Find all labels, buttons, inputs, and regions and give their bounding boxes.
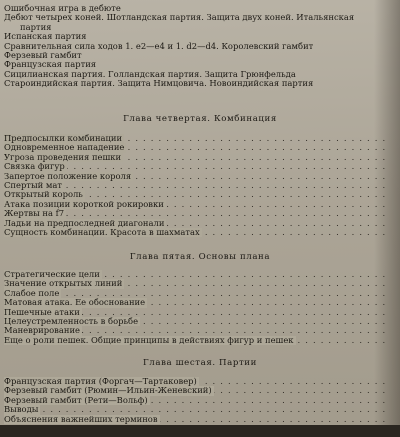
page-bottom-edge xyxy=(0,425,400,437)
toc-entry: Спертый мат . . . xyxy=(4,181,386,190)
toc-entry: Атака позиции короткой рокировки . . . xyxy=(4,200,386,209)
chapter-4-heading: Глава четвертая. Комбинация xyxy=(123,114,277,124)
toc-entry: Ошибочная игра в дебюте xyxy=(4,4,121,13)
toc-entry: партия xyxy=(20,22,52,32)
toc-entry: Ладьи на предпоследней диагонали . . . xyxy=(4,219,386,228)
toc-entry: Слабое поле . . . xyxy=(4,289,386,298)
toc-entry: Угроза проведения пешки . . . xyxy=(4,153,386,162)
toc-entry: Открытый король . . . xyxy=(4,190,386,199)
toc-entry: Пешечные атаки . . . xyxy=(4,308,386,317)
toc-entry: Ферзевый гамбит (Рюмин—Ильин-Женевский) . . . xyxy=(4,386,386,395)
toc-entry: Предпосылки комбинации . . . xyxy=(4,134,386,143)
toc-entry: Французская партия xyxy=(4,60,97,70)
toc-entry: Значение открытых линий . . . xyxy=(4,279,386,288)
chapter-5-list xyxy=(4,270,386,345)
toc-entry: Стратегические цели . . . xyxy=(4,270,386,279)
toc-entry: Выводы . . . xyxy=(4,405,386,414)
toc-entry: Испанская партия xyxy=(4,32,87,42)
toc-entry: Сущность комбинации. Красота в шахматах . . . xyxy=(4,228,386,237)
toc-entry: Целеустремленность в борьбе . . . xyxy=(4,317,386,326)
toc-entry: Французская партия (Форгач—Тартаковер) . . . xyxy=(4,377,386,386)
toc-entry: Ферзевый гамбит xyxy=(4,50,82,60)
toc-entry: Одновременное нападение . . . xyxy=(4,143,386,152)
toc-entry: Староиндийская партия. Защита Нимцовича. Новоиндийская партия xyxy=(4,79,314,89)
chapter-6-heading: Глава шестая. Партии xyxy=(143,358,257,368)
toc-entry: Сицилианская партия. Голландская партия. Защита Грюнфельда xyxy=(4,69,296,79)
toc-entry: Еще о роли пешек. Общие принципы в действиях фигур и пешек . . . xyxy=(4,336,386,345)
section-top-list xyxy=(4,4,386,89)
toc-entry: Сравнительная сила ходов 1. е2—е4 и 1. d2—d4. Королевский гамбит xyxy=(4,41,314,51)
toc-entry: Маневрирование . . . xyxy=(4,326,386,335)
toc-entry: Связка фигур . . . xyxy=(4,162,386,171)
toc-entry: Запертое положение короля . . . xyxy=(4,172,386,181)
chapter-6-list xyxy=(4,377,386,424)
toc-entry: Объяснения важнейших терминов . . . xyxy=(4,415,386,424)
toc-entry: Матовая атака. Ее обоснование . . . xyxy=(4,298,386,307)
toc-entry: Дебют четырех коней. Шотландская партия. Защита двух коней. Итальянская xyxy=(4,13,355,23)
chapter-4-list xyxy=(4,134,386,237)
toc-entry: Жертвы на f7 . . . xyxy=(4,209,386,218)
chapter-5-heading: Глава пятая. Основы плана xyxy=(129,252,271,262)
toc-entry: Ферзевый гамбит (Рети—Вольф) . . . xyxy=(4,396,386,405)
